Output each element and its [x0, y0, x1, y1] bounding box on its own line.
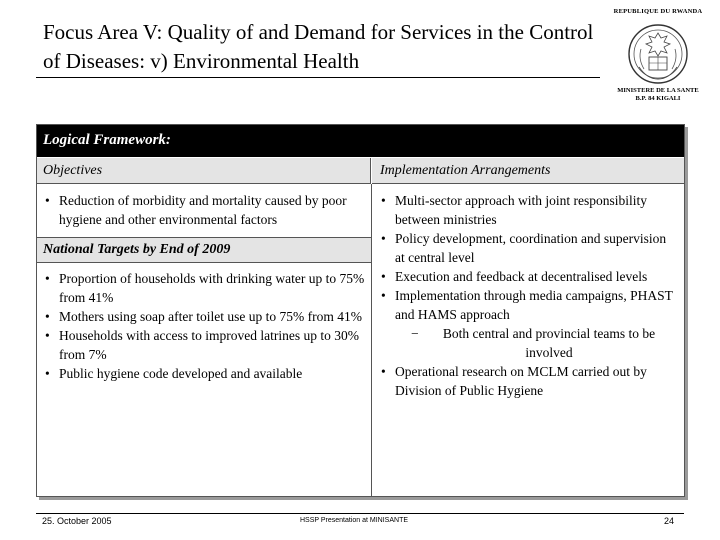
- seal-ministry-address: B.P. 84 KIGALI: [635, 95, 681, 102]
- ministry-seal: [603, 8, 713, 108]
- target-item: • Proportion of households with drinking water up to 75% from 41%: [43, 269, 365, 307]
- implementation-subitem: − Both central and provincial teams to be involved: [395, 324, 675, 362]
- implementation-item: • Multi-sector approach with joint responsibility between ministries: [379, 191, 675, 229]
- seal-ministry-name: MINISTERE DE LA SANTE: [617, 87, 699, 94]
- implementation-item-text: Implementation through media campaigns, PHAST and HAMS approach: [395, 288, 673, 322]
- implementation-item: • Operational research on MCLM carried out by Division of Public Hygiene: [379, 362, 675, 400]
- seal-ministry-text: [603, 87, 713, 103]
- footer-divider: [36, 513, 684, 514]
- objectives-header: Objectives: [37, 158, 371, 184]
- footer-date: 25. October 2005: [42, 516, 112, 526]
- logical-framework-table: [36, 124, 685, 497]
- framework-title: Logical Framework:: [43, 132, 171, 148]
- seal-country-text: REPUBLIQUE DU RWANDA: [613, 8, 703, 15]
- rwanda-coat-of-arms-icon: [627, 23, 689, 85]
- page-number: 24: [664, 516, 675, 526]
- footer-presentation-label: HSSP Presentation at MINISANTE: [300, 517, 409, 524]
- implementation-item: • Policy development, coordination and supervision at central level: [379, 229, 675, 267]
- target-item: • Mothers using soap after toilet use up to 75% from 41%: [43, 307, 365, 326]
- implementation-cell: [379, 191, 675, 400]
- column-divider: [371, 184, 372, 496]
- targets-header: National Targets by End of 2009: [43, 242, 231, 257]
- implementation-item: • Execution and feedback at decentralised levels: [379, 267, 675, 286]
- implementation-item: [379, 286, 675, 362]
- slide-title: Focus Area V: Quality of and Demand for Services in the Control of Diseases: v) Environmental Health: [43, 20, 594, 73]
- framework-title-bar: [37, 125, 684, 157]
- targets-header-bar: [37, 237, 371, 263]
- objective-item: • Reduction of morbidity and mortality caused by poor hygiene and other environmental factors: [43, 191, 361, 229]
- target-item: • Public hygiene code developed and available: [43, 364, 365, 383]
- target-item: • Households with access to improved latrines up to 30% from 7%: [43, 326, 365, 364]
- objectives-cell: [43, 191, 361, 229]
- title-divider: [36, 77, 600, 78]
- implementation-header: Implementation Arrangements: [372, 158, 684, 184]
- targets-cell: [43, 269, 365, 383]
